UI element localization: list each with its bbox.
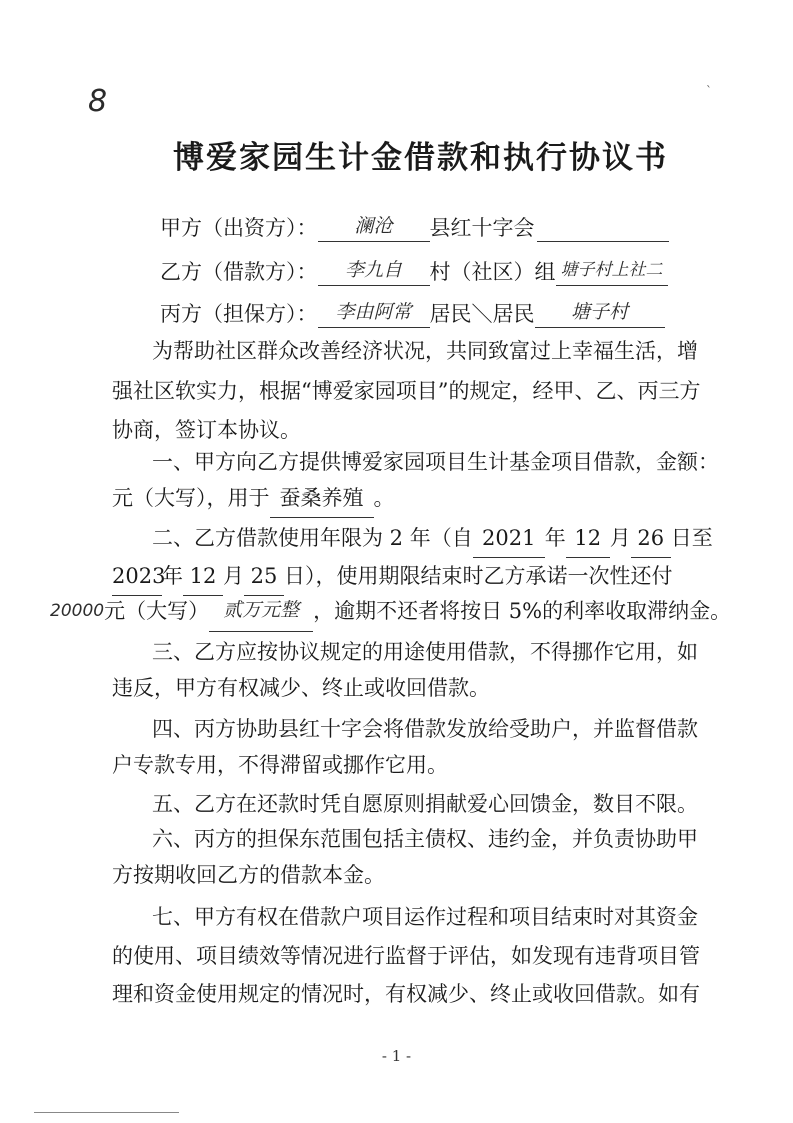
party-c-label: 丙方（担保方）：: [160, 302, 318, 326]
bottom-rule: [34, 1112, 179, 1113]
clause-7-line-2: 的使用、项目绩效等情况进行监督于评估，如发现有违背项目管: [112, 944, 700, 968]
party-b-handwritten: 李九自: [344, 259, 402, 281]
party-b-label: 乙方（借款方）：: [160, 260, 318, 284]
clause-3-line-1: 三、乙方应按协议规定的用途使用借款，不得挪作它用，如: [152, 640, 698, 664]
start-day: 26: [631, 519, 671, 558]
party-c-name-field: [318, 299, 430, 328]
clause-1-line-1: 一、甲方向乙方提供博爱家园项目生计基金项目借款，金额：: [152, 450, 719, 474]
end-year: 2023: [112, 557, 162, 596]
amount-numeric-handwritten: 20000: [50, 601, 105, 621]
start-month: 12: [566, 519, 610, 558]
clause-1-line-2: 元（大写），用于 蚕桑养殖 。: [112, 479, 395, 518]
end-day: 25: [244, 557, 284, 596]
party-b-village-field: [556, 257, 668, 286]
party-c-resident-handwritten: 塘子村: [570, 301, 628, 323]
intro-line-2: 强社区软实力，根据“博爱家园项目”的规定，经甲、乙、丙三方: [112, 379, 701, 403]
clause-5-line-1: 五、乙方在还款时凭自愿原则捐献爱心回馈金，数目不限。: [152, 792, 698, 816]
amount-words-handwritten: 贰万元整: [223, 599, 300, 621]
document-title: 博爱家园生计金借款和执行协议书: [173, 140, 668, 176]
handwritten-page-mark: 8: [88, 84, 108, 119]
clause-3-line-2: 违反，甲方有权减少、终止或收回借款。: [112, 676, 490, 700]
party-b-village-handwritten: 塘子村上社二: [560, 260, 663, 280]
party-a-name-field: [318, 213, 430, 242]
start-year: 2021: [473, 519, 545, 558]
party-a-suffix: 县红十字会: [429, 216, 535, 240]
clause-7-line-1: 七、甲方有权在借款户项目运作过程和项目结束时对其资金: [152, 905, 698, 929]
end-month: 12: [183, 557, 223, 596]
clause-2-line-3: 20000元（大写） 贰万元整 ，逾期不还者将按日 5%的利率收取滞纳金。: [50, 592, 731, 632]
clause-4-line-1: 四、丙方协助县红十字会将借款发放给受助户，并监督借款: [152, 717, 698, 741]
party-a-handwritten: 澜沧: [354, 215, 393, 237]
corner-mark: `: [706, 84, 712, 98]
party-c-resident-field: [535, 299, 665, 328]
party-c-row: [160, 296, 665, 328]
clause-4-line-2: 户专款专用，不得滞留或挪作它用。: [112, 753, 448, 777]
intro-line-1: 为帮助社区群众改善经济状况，共同致富过上幸福生活，增: [152, 339, 698, 363]
clause-6-line-2: 方按期收回乙方的借款本金。: [112, 863, 385, 887]
party-c-resident-label: 居民＼居民: [429, 302, 535, 326]
purpose-field: 蚕桑养殖: [270, 479, 374, 518]
clause-2-line-2: 2023年 12 月 25 日），使用期限结束时乙方承诺一次性还付: [112, 557, 673, 596]
page-number: - 1 -: [381, 1047, 412, 1065]
clause-6-line-1: 六、丙方的担保东范围包括主债权、违约金，并负责协助甲: [152, 827, 698, 851]
party-a-extra-blank: [537, 213, 669, 242]
party-c-handwritten: 李由阿常: [335, 301, 412, 323]
party-a-row: [160, 210, 669, 242]
clause-7-line-3: 理和资金使用规定的情况时，有权减少、终止或收回借款。如有: [112, 982, 700, 1006]
amount-words-field: [209, 592, 313, 632]
intro-line-3: 协商，签订本协议。: [112, 418, 301, 442]
party-b-name-field: [318, 257, 430, 286]
party-a-label: 甲方（出资方）：: [160, 216, 318, 240]
party-b-village-label: 村（社区）组: [429, 260, 556, 284]
party-b-row: [160, 254, 668, 286]
clause-2-line-1: 二、乙方借款使用年限为 2 年（自 2021 年 12 月 26 日至: [152, 519, 713, 558]
